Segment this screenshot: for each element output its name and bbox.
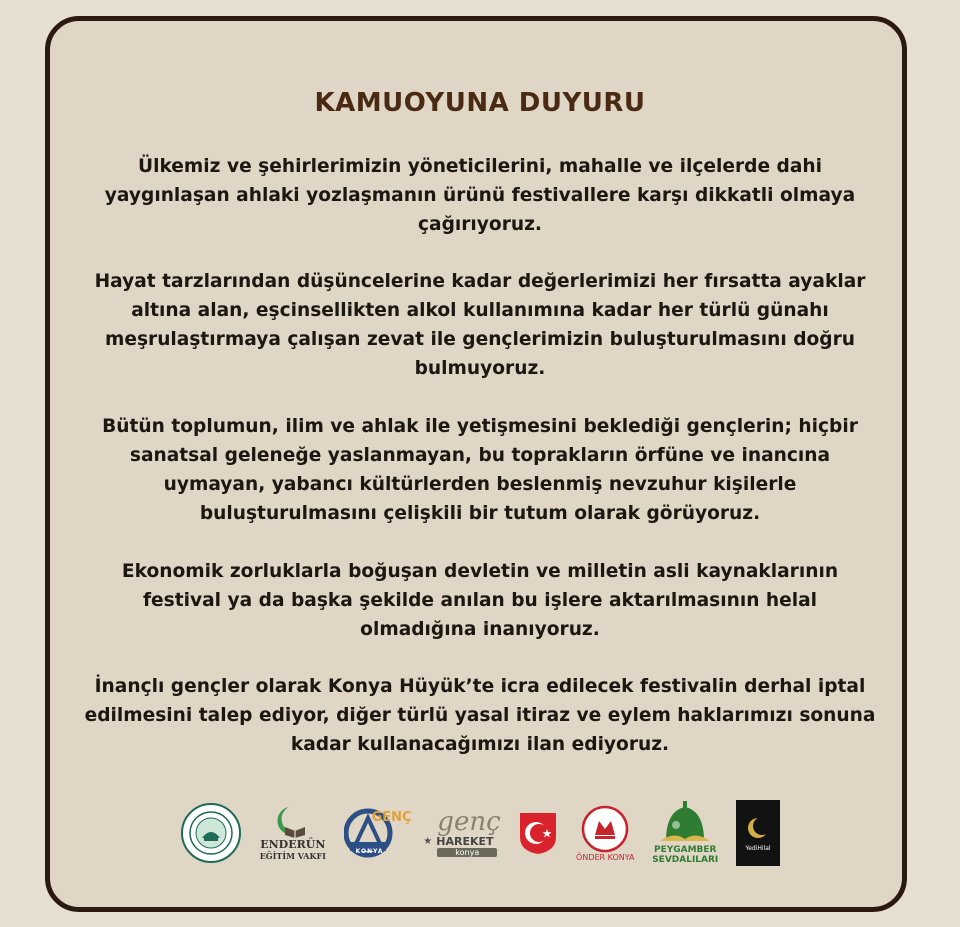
paragraph-line: Ekonomik zorluklarla boğuşan devletin ve milletin asli kaynaklarının [121,561,839,582]
paragraph-2 [60,267,900,383]
paragraph-line: uymayan, yabancı kültürlerden beslenmiş nevzuhur kişilerle [163,474,797,495]
onder-konya-emblem-icon [581,805,629,853]
genc-hareket-word: HAREKET [436,835,494,848]
seal-icon [180,802,242,864]
paragraph-line: Bütün toplumun, ilim ve ahlak ile yetişmesini beklediği gençlerin; hiçbir [102,416,858,437]
paragraph-line: çağırıyoruz. [418,214,542,235]
paragraph-line: edilmesini talep ediyor, diğer türlü yasal itiraz ve eylem haklarımızı sonuna [84,705,876,726]
logo-mttb-konya [518,811,558,855]
genc-hareket-city: konya [437,848,497,857]
paragraph-line: İnançlı gençler olarak Konya Hüyük’te icra edilecek festivalin derhal iptal [94,676,866,697]
genc-hareket-script: genç [437,807,501,837]
logo-enderun [260,805,326,861]
crescent-star-shield-icon [518,811,558,855]
green-dome-icon [656,801,714,845]
paragraph-line: kadar kullanacağımızı ilan ediyoruz. [290,734,670,755]
genc-konya-word: GENÇ [371,810,412,825]
crescent-book-icon [271,805,315,839]
paragraph-line: meşrulaştırmaya çalışan zevat ile gençlerimizin buluşturulmasını doğru [104,329,856,350]
paragraph-line: altına alan, eşcinsellikten alkol kullanımına kadar her türlü günahı [131,300,829,321]
paragraph-3 [60,412,900,528]
paragraph-line: yaygınlaşan ahlaki yozlaşmanın ürünü festivallere karşı dikkatli olmaya [104,185,856,206]
paragraph-4 [60,557,900,644]
logo-peygamber-sevdalilari [652,801,718,865]
logo-genc-konya [344,804,412,862]
paragraph-line: Hayat tarzlarından düşüncelerine kadar değerlerimizi her fırsatta ayaklar [94,271,866,292]
yedihilal-name: YediHilal [745,844,771,852]
star-icon: ★ [423,836,433,847]
paragraph-line: olmadığına inanıyoruz. [360,619,600,640]
paragraph-line: bulmuyoruz. [414,358,546,379]
enderun-subtitle: EĞİTİM VAKFI [259,851,326,861]
yedihilal-badge [736,800,780,866]
peygamber-line1: PEYGAMBER [653,845,717,855]
onder-konya-name: ÖNDER KONYA [576,852,635,862]
crescent-icon [745,815,771,841]
peygamber-line2: SEVDALILARI [652,855,719,865]
logo-yedihilal [736,800,780,866]
paragraph-line: sanatsal geleneğe yaslanmayan, bu toprakların örfüne ve inancına [129,445,831,466]
genc-konya-city: KONYA [355,848,384,855]
logo-seal [180,802,242,864]
paragraph-line: festival ya da başka şekilde anılan bu işlere aktarılmasının helal [142,590,818,611]
enderun-name: ENDERÛN [260,838,326,851]
paragraph-line: buluşturulmasını çelişkili bir tutum olarak görüyoruz. [199,503,761,524]
paragraph-line: Ülkemiz ve şehirlerimizin yöneticilerini, mahalle ve ilçelerde dahi [137,156,823,177]
announcement-title: KAMUOYUNA DUYURU [314,88,646,118]
paragraph-5 [60,672,900,759]
logo-onder-konya [576,805,634,862]
organization-logos [180,792,780,874]
logo-genc-hareket [423,809,500,857]
paragraph-1 [60,152,900,239]
